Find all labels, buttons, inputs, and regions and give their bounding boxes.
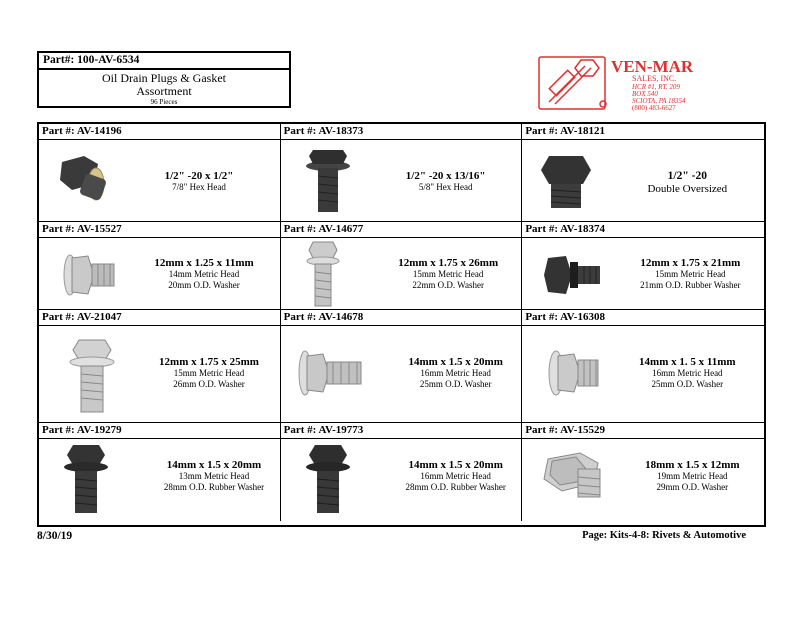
logo-line5: (800) 483-6627 [632,104,676,112]
drain-plug-image [61,443,111,517]
head-spec: 5/8" Hex Head [418,182,473,192]
size-spec: 18mm x 1.5 x 12mm [645,459,740,471]
product-cell [522,238,764,310]
head-spec: Double Oversized [647,183,728,195]
head-spec: 16mm Metric Head [420,471,491,481]
head-spec: 19mm Metric Head [657,471,728,481]
part-number-label: Part #: AV-18374 [522,222,764,238]
drain-plug-image [542,348,602,398]
washer-spec: 20mm O.D. Washer [168,280,240,290]
logo-line4: SCIOTA, PA 18354 [632,97,686,105]
size-spec: 14mm x 1.5 x 20mm [408,356,503,368]
part-number-label: Part #: AV-14677 [281,222,523,238]
washer-spec: 22mm O.D. Washer [412,280,484,290]
size-spec: 12mm x 1.75 x 21mm [640,257,741,269]
head-spec: 15mm Metric Head [412,269,484,279]
drain-plug-image [540,449,605,509]
footer-date: 8/30/19 [37,530,73,542]
washer-spec: 25mm O.D. Washer [419,379,492,389]
head-spec: 7/8" Hex Head [172,182,226,192]
product-cell [522,439,764,521]
head-spec: 14mm Metric Head [168,269,240,279]
size-spec: 12mm x 1.75 x 26mm [398,257,499,269]
washer-spec: 28mm O.D. Rubber Washer [163,482,265,492]
logo-line1: SALES, INC. [632,74,677,83]
size-spec: 1/2" -20 x 1/2" [164,170,234,182]
size-spec: 14mm x 1.5 x 20mm [408,459,503,471]
product-cell [522,140,764,222]
part-number-label: Part #: AV-15527 [39,222,281,238]
footer-page-label: Page: Kits-4-8: Rivets & Automotive [582,530,746,541]
product-cell [281,439,523,521]
product-grid [37,122,766,527]
part-number-label: Part #: AV-14196 [39,124,281,140]
head-spec: 16mm Metric Head [652,368,723,378]
drain-plug-image [537,152,597,212]
kit-piece-count: 96 Pieces [150,98,178,106]
size-spec: 12mm x 1.25 x 11mm [154,257,254,269]
kit-title-line2: Assortment [136,84,192,98]
size-spec: 12mm x 1.75 x 25mm [159,356,259,368]
drain-plug-image [303,146,353,216]
logo-company-name: VEN-MAR [611,57,694,76]
head-spec: 13mm Metric Head [178,471,250,481]
kit-part-number: Part#: 100-AV-6534 [39,53,289,70]
drain-plug-image [291,348,366,398]
drain-plug-image [540,252,605,298]
header-box [37,51,291,108]
part-number-label: Part #: AV-15529 [522,423,764,439]
kit-title-line1: Oil Drain Plugs & Gasket [102,71,226,85]
washer-spec: 28mm O.D. Rubber Washer [405,482,506,492]
drain-plug-image [303,443,353,517]
part-number-label: Part #: AV-18373 [281,124,523,140]
drain-plug-image [303,240,343,308]
part-number-label: Part #: AV-19279 [39,423,281,439]
head-spec: 16mm Metric Head [420,368,491,378]
drain-plug-image [54,250,119,300]
product-cell [39,238,281,310]
size-spec: 1/2" -20 x 13/16" [405,170,486,182]
part-number-label: Part #: AV-21047 [39,310,281,326]
head-spec: 15mm Metric Head [655,269,726,279]
product-cell [522,326,764,423]
part-number-label: Part #: AV-19773 [281,423,523,439]
part-number-label: Part #: AV-18121 [522,124,764,140]
product-cell [281,326,523,423]
product-cell [281,140,523,222]
washer-spec: 21mm O.D. Rubber Washer [640,280,741,290]
part-number-label: Part #: AV-16308 [522,310,764,326]
product-cell [281,238,523,310]
product-cell [39,140,281,222]
washer-spec: 25mm O.D. Washer [651,379,724,389]
product-cell [39,326,281,423]
washer-spec: 29mm O.D. Washer [656,482,729,492]
part-number-label: Part #: AV-14678 [281,310,523,326]
product-cell [39,439,281,521]
size-spec: 14mm x 1. 5 x 11mm [639,356,736,368]
drain-plug-image [67,336,117,416]
ven-mar-logo [537,54,770,112]
size-spec: 1/2" -20 [667,170,707,182]
head-spec: 15mm Metric Head [173,368,245,378]
size-spec: 14mm x 1.5 x 20mm [166,459,262,471]
logo-line2: HCR #1, RT. 209 [632,83,680,91]
drain-plug-image [54,154,114,209]
washer-spec: 26mm O.D. Washer [173,379,245,389]
logo-line3: BOX 540 [632,90,658,98]
